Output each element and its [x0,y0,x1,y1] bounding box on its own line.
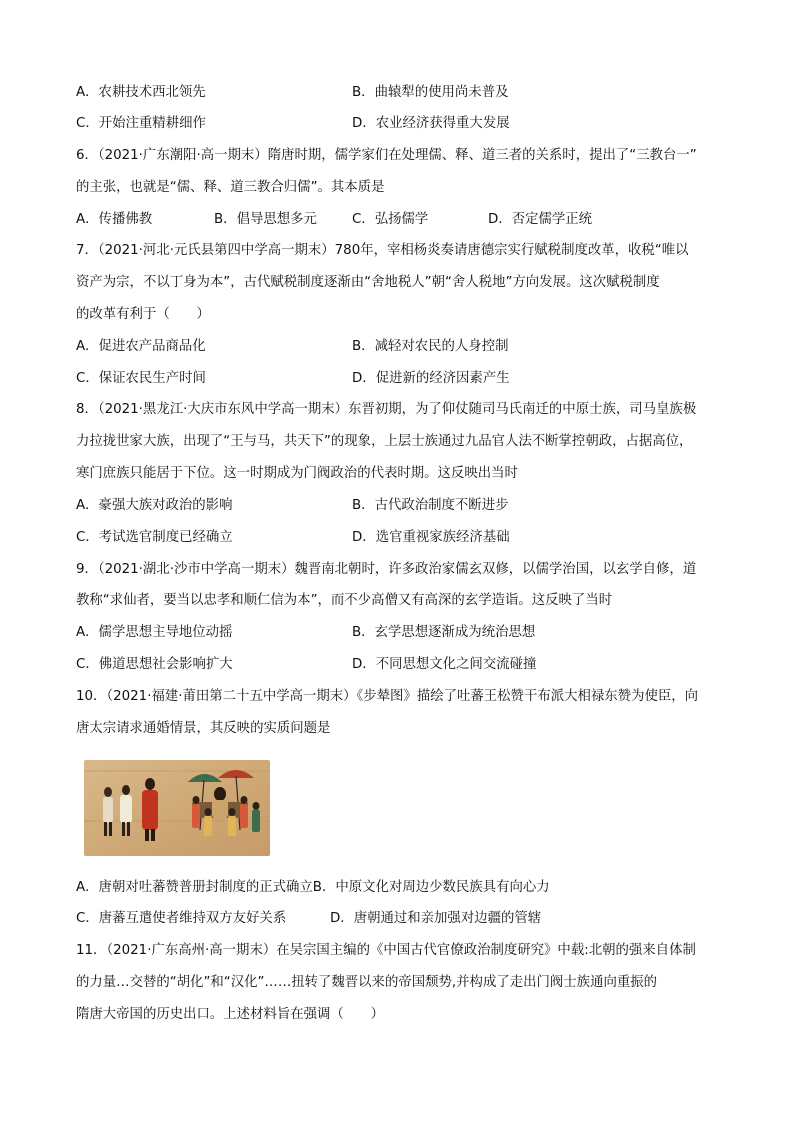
q11-stem-line-3: 隋唐大帝国的历史出口。上述材料旨在强调（ ） [76,1007,384,1022]
q7-stem-line-3: 的改革有利于（ ） [76,307,210,322]
q7-option-a: A．促进农产品商品化 [76,339,206,354]
q6-stem-line-2: 的主张，也就是“儒、释、道三教合归儒”。其本质是 [76,180,385,195]
q6-option-c: C．弘扬儒学 [352,212,429,227]
q7-stem-line-2: 资产为宗，不以丁身为本”，古代赋税制度逐渐由“舍地税人”朝“舍人税地”方向发展。这次赋税制度 [76,275,660,290]
q5-option-d: D．农业经济获得重大发展 [352,116,510,131]
q9-stem-line-1: 9．（2021·湖北·沙市中学高一期末）魏晋南北朝时，许多政治家儒玄双修，以儒学治国，以玄学自修，道 [76,562,697,577]
q10-stem-line-1: 10．（2021·福建·莆田第二十五中学高一期末）《步辇图》描绘了吐蕃王松赞干布派大相禄东赞为使臣，向 [76,689,699,704]
q7-stem-line-1: 7．（2021·河北·元氏县第四中学高一期末）780年，宰相杨炎奏请唐德宗实行赋税制度改革，收税“唯以 [76,243,689,258]
q9-stem-line-2: 教称“求仙者，要当以忠孝和顺仁信为本”，而不少高僧又有高深的玄学造诣。这反映了当时 [76,593,613,608]
q8-option-b: B．古代政治制度不断进步 [352,498,509,513]
q8-option-d: D．选官重视家族经济基础 [352,530,510,545]
q5-option-c: C．开始注重精耕细作 [76,116,206,131]
q6-option-b: B．倡导思想多元 [214,212,317,227]
q8-option-a: A．豪强大族对政治的影响 [76,498,233,513]
q9-option-d: D．不同思想文化之间交流碰撞 [352,657,537,672]
q9-option-b: B．玄学思想逐渐成为统治思想 [352,625,536,640]
q6-option-a: A．传播佛教 [76,212,153,227]
q9-option-a: A．儒学思想主导地位动摇 [76,625,233,640]
q6-stem-line-1: 6．（2021·广东潮阳·高一期末）隋唐时期，儒学家们在处理儒、释、道三者的关系时，提出了“三教台一” [76,148,697,163]
q7-option-b: B．减轻对农民的人身控制 [352,339,509,354]
q10-stem-line-2: 唐太宗请求通婚情景，其反映的实质问题是 [76,721,331,736]
q6-option-d: D．否定儒学正统 [488,212,593,227]
q7-option-d: D．促进新的经济因素产生 [352,371,510,386]
q5-option-a: A．农耕技术西北领先 [76,85,206,100]
q9-option-c: C．佛道思想社会影响扩大 [76,657,233,672]
q11-stem-line-1: 11．（2021·广东高州·高一期末）在吴宗国主编的《中国古代官僚政治制度研究》中载:北朝的强来自体制 [76,943,696,958]
bunian-tu-painting-image [84,760,270,856]
q7-option-c: C．保证农民生产时间 [76,371,206,386]
q8-stem-line-1: 8．（2021·黑龙江·大庆市东风中学高一期末）东晋初期，为了仰仗随司马氏南迁的中原士族，司马皇族极 [76,402,697,417]
q8-option-c: C．考试选官制度已经确立 [76,530,233,545]
q10-option-a-b: A．唐朝对吐蕃赞普册封制度的正式确立B．中原文化对周边少数民族具有向心力 [76,880,550,895]
q8-stem-line-2: 力拉拢世家大族，出现了“王与马，共天下”的现象，上层士族通过九品官人法不断掌控朝政，占据高位， [76,434,693,449]
q8-stem-line-3: 寒门庶族只能居于下位。这一时期成为门阀政治的代表时期。这反映出当时 [76,466,518,481]
q5-option-b: B．曲辕犁的使用尚未普及 [352,85,509,100]
q11-stem-line-2: 的力量…交替的“胡化”和“汉化”……扭转了魏晋以来的帝国颓势,并构成了走出门阀士族通向重振的 [76,975,658,990]
q10-option-d: D．唐朝通过和亲加强对边疆的管辖 [330,911,542,926]
q10-option-c: C．唐蕃互遣使者维持双方友好关系 [76,911,287,926]
